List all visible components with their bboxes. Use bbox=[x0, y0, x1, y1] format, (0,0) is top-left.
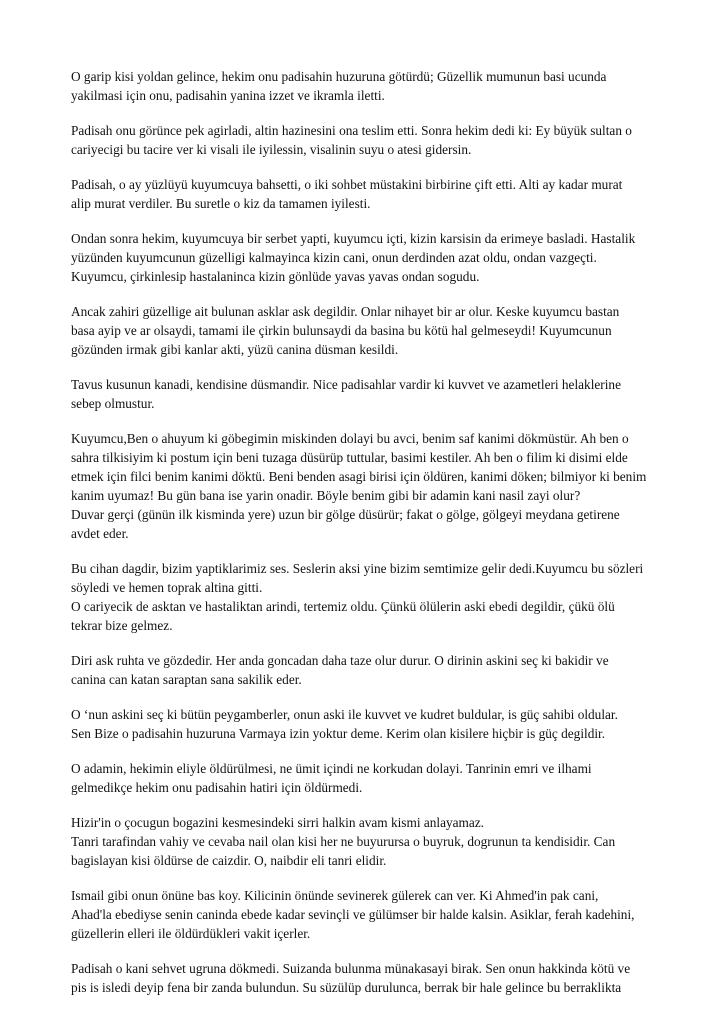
text-line: etmek için filci benim kanimi döktü. Beni benden asagi birisi için öldüren, kanimi döken; bilmiyor ki benim bbox=[71, 469, 647, 484]
text-line: yüzünden kuyumcunun güzelligi kalmayinca kizin cani, onun derdinden azat oldu, ondan vazgeçti. bbox=[71, 250, 597, 265]
paragraph bbox=[71, 67, 671, 105]
text-line: Ahad'la ebediyse senin caninda ebede kadar sevinçli ve gülümser bir halde kalsin. Asiklar, ferah kadehini, bbox=[71, 907, 635, 922]
text-line: sebep olmustur. bbox=[71, 396, 155, 411]
text-line: alip murat verdiler. Bu suretle o kiz da tamamen iyilesti. bbox=[71, 196, 371, 211]
text-line: yakilmasi için onu, padisahin yanina izzet ve ikramla iletti. bbox=[71, 88, 385, 103]
text-line: O ‘nun askini seç ki bütün peygamberler, onun aski ile kuvvet ve kudret buldular, is güç sahibi oldular. bbox=[71, 707, 618, 722]
text-line: güzellerin elleri ile öldürdükleri vakit içerler. bbox=[71, 926, 311, 941]
text-line: gelmedikçe hekim onu padisahin hatiri için öldürmedi. bbox=[71, 780, 363, 795]
text-line: Ancak zahiri güzellige ait bulunan asklar ask degildir. Onlar nihayet bir ar olur. Keske kuyumcu bastan bbox=[71, 304, 620, 319]
text-line: Padisah onu görünce pek agirladi, altin hazinesini ona teslim etti. Sonra hekim dedi ki: Ey büyük sultan o bbox=[71, 123, 632, 138]
text-line: sahra tilkisiyim ki postum için beni tuzaga düsürüp tuttular, basimi kestiler. Ah ben o filim ki disimi elde bbox=[71, 450, 628, 465]
text-line: Ismail gibi onun önüne bas koy. Kilicinin önünde sevinerek gülerek can ver. Ki Ahmed'in pak cani, bbox=[71, 888, 599, 903]
text-line: O adamin, hekimin eliyle öldürülmesi, ne ümit içindi ne korkudan dolayi. Tanrinin emri ve ilhami bbox=[71, 761, 592, 776]
text-line: Tavus kusunun kanadi, kendisine düsmandir. Nice padisahlar vardir ki kuvvet ve azametleri helaklerine bbox=[71, 377, 621, 392]
text-line: O cariyecik de asktan ve hastaliktan arindi, tertemiz oldu. Çünkü ölülerin aski ebedi degildir, çükü ölü bbox=[71, 599, 615, 614]
paragraph bbox=[71, 813, 671, 870]
paragraph bbox=[71, 559, 671, 635]
paragraph bbox=[71, 705, 671, 743]
text-line: Kuyumcu, çirkinlesip hastalaninca kizin gönlüde yavas yavas ondan sogudu. bbox=[71, 269, 480, 284]
text-line: Ondan sonra hekim, kuyumcuya bir serbet yapti, kuyumcu içti, kizin karsisin da erimeye basladi. Hastalik bbox=[71, 231, 636, 246]
text-line: Padisah, o ay yüzlüyü kuyumcuya bahsetti, o iki sohbet müstakini birbirine çift etti. Alti ay kadar murat bbox=[71, 177, 623, 192]
text-line: Duvar gerçi (günün ilk kisminda yere) uzun bir gölge düsürür; fakat o gölge, gölgeyi meydana getirene bbox=[71, 507, 620, 522]
paragraph bbox=[71, 759, 671, 797]
document-body bbox=[71, 67, 671, 1013]
paragraph bbox=[71, 229, 671, 286]
paragraph bbox=[71, 651, 671, 689]
text-line: canina can katan saraptan sana sakilik eder. bbox=[71, 672, 302, 687]
text-line: kanim uyumaz! Bu gün bana ise yarin onadir. Böyle benim gibi bir adamin kani nasil zayi olur? bbox=[71, 488, 581, 503]
paragraph bbox=[71, 959, 671, 997]
text-line: avdet eder. bbox=[71, 526, 129, 541]
paragraph bbox=[71, 121, 671, 159]
text-line: gözünden irmak gibi kanlar akti, yüzü canina düsman kesildi. bbox=[71, 342, 399, 357]
text-line: Tanri tarafindan vahiy ve cevaba nail olan kisi her ne buyurursa o buyruk, dogrunun ta kendisidir. Can bbox=[71, 834, 616, 849]
text-line: bagislayan kisi öldürse de caizdir. O, naibdir eli tanri elidir. bbox=[71, 853, 387, 868]
paragraph bbox=[71, 302, 671, 359]
paragraph bbox=[71, 175, 671, 213]
text-line: Bu cihan dagdir, bizim yaptiklarimiz ses. Seslerin aksi yine bizim semtimize gelir dedi.Kuyumcu bu sözleri bbox=[71, 561, 644, 576]
text-line: Kuyumcu,Ben o ahuyum ki göbegimin miskinden dolayi bu avci, benim saf kanimi dökmüstür. Ah ben o bbox=[71, 431, 629, 446]
text-line: basa ayip ve ar olsaydi, tamami ile çirkin bulunsaydi da basina bu kötü hal gelmeseydi! Kuyumcunun bbox=[71, 323, 612, 338]
text-line: Padisah o kani sehvet ugruna dökmedi. Suizanda bulunma münakasayi birak. Sen onun hakkinda kötü ve bbox=[71, 961, 631, 976]
text-line: Hizir'in o çocugun bogazini kesmesindeki sirri halkin avam kismi anlayamaz. bbox=[71, 815, 485, 830]
text-line: Sen Bize o padisahin huzuruna Varmaya izin yoktur deme. Kerim olan kisilere hiçbir is güç degildir. bbox=[71, 726, 606, 741]
text-line: pis is isledi deyip fena bir zanda bulundun. Su süzülüp durulunca, berrak bir hale gelince bu berraklikta bbox=[71, 980, 622, 995]
text-line: Diri ask ruhta ve gözdedir. Her anda goncadan daha taze olur durur. O dirinin askini seç ki bakidir ve bbox=[71, 653, 609, 668]
paragraph bbox=[71, 375, 671, 413]
text-line: tekrar bize gelmez. bbox=[71, 618, 173, 633]
paragraph bbox=[71, 429, 671, 543]
paragraph bbox=[71, 886, 671, 943]
text-line: söyledi ve hemen toprak altina gitti. bbox=[71, 580, 263, 595]
text-line: cariyecigi bu tacire ver ki visali ile iyilessin, visalinin suyu o atesi gidersin. bbox=[71, 142, 472, 157]
text-line: O garip kisi yoldan gelince, hekim onu padisahin huzuruna götürdü; Güzellik mumunun basi ucunda bbox=[71, 69, 607, 84]
